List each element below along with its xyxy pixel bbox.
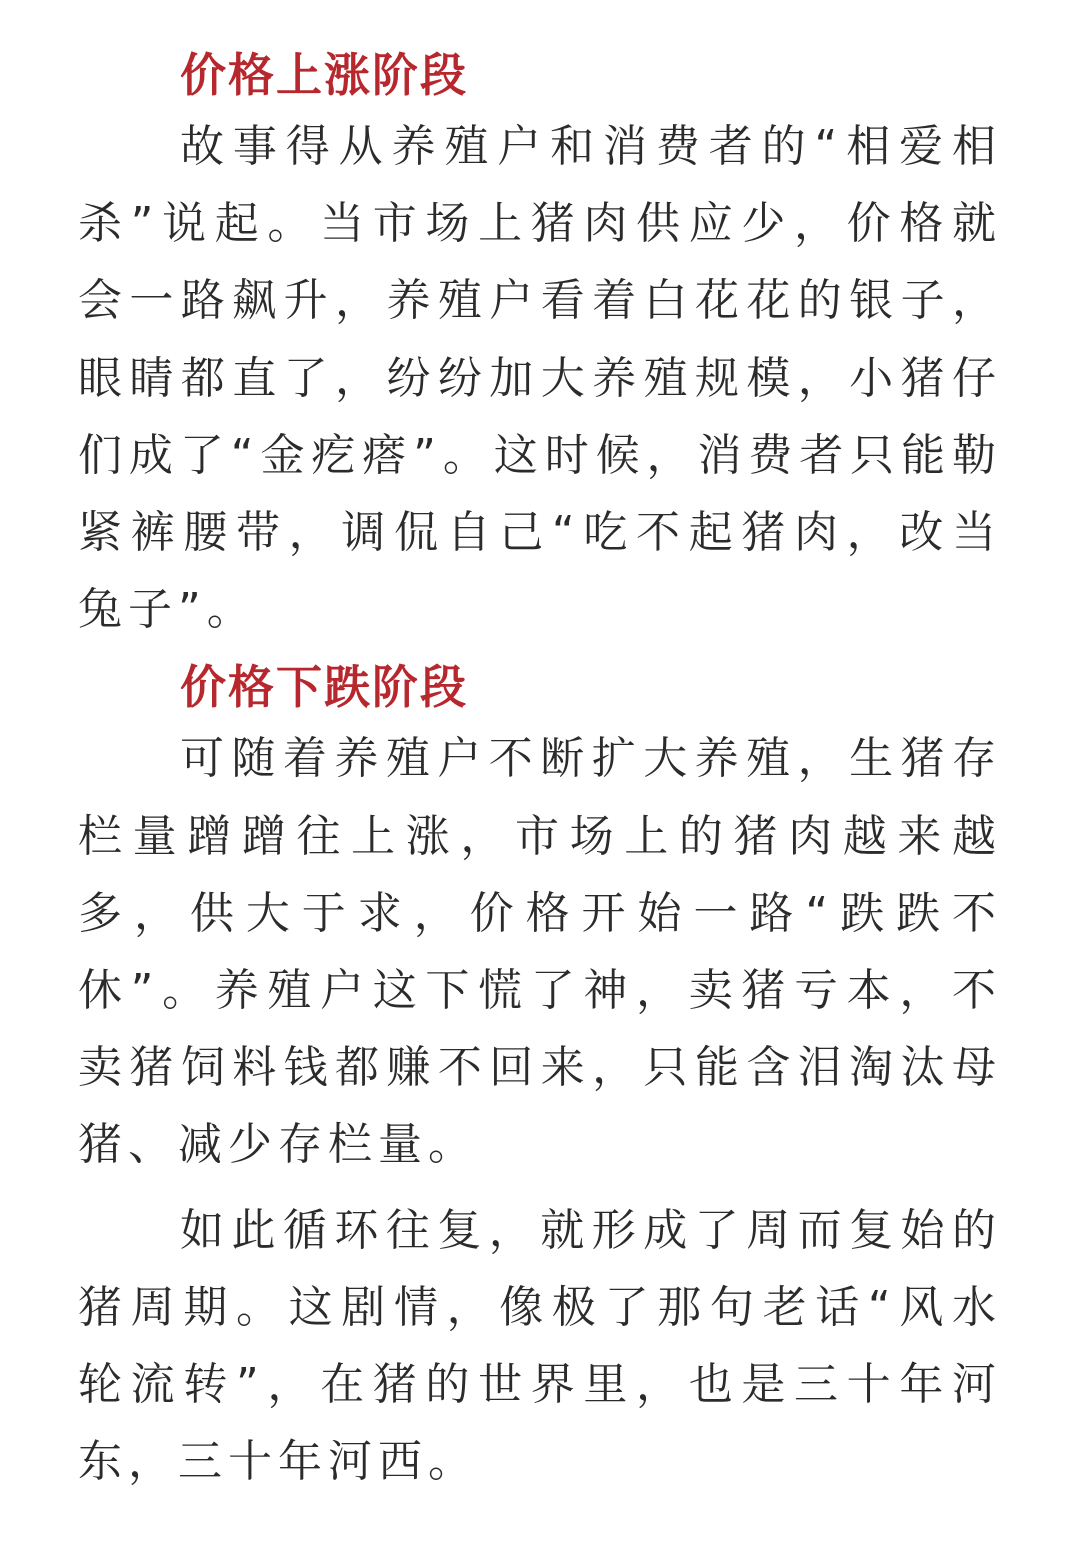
section-heading-price-rise: 价格上涨阶段 xyxy=(180,48,468,102)
paragraph-pig-cycle: 如此循环往复，就形成了周而复始的猪周期。这剧情，像极了那句老话“风水轮流转”，在猪的世界里，也是三十年河东，三十年河西。 xyxy=(78,1204,1002,1488)
section-heading-price-fall: 价格下跌阶段 xyxy=(180,660,468,715)
paragraph-price-fall: 可随着养殖户不断扩大养殖，生猪存栏量蹭蹭往上涨，市场上的猪肉越来越多，供大于求，价格开始一路“跌跌不休”。养殖户这下慌了神，卖猪亏本，不卖猪饲料钱都赚不回来，只能含泪淘汰母猪、减少存栏量。 xyxy=(78,733,1002,1171)
paragraph-price-rise: 故事得从养殖户和消费者的“相爱相杀”说起。当市场上猪肉供应少，价格就会一路飙升，养殖户看着白花花的银子，眼睛都直了，纷纷加大养殖规模，小猪仔们成了“金疙瘩”。这时候，消费者只能勒紧裤腰带，调侃自己“吃不起猪肉，改当兔子”。 xyxy=(78,121,1002,636)
